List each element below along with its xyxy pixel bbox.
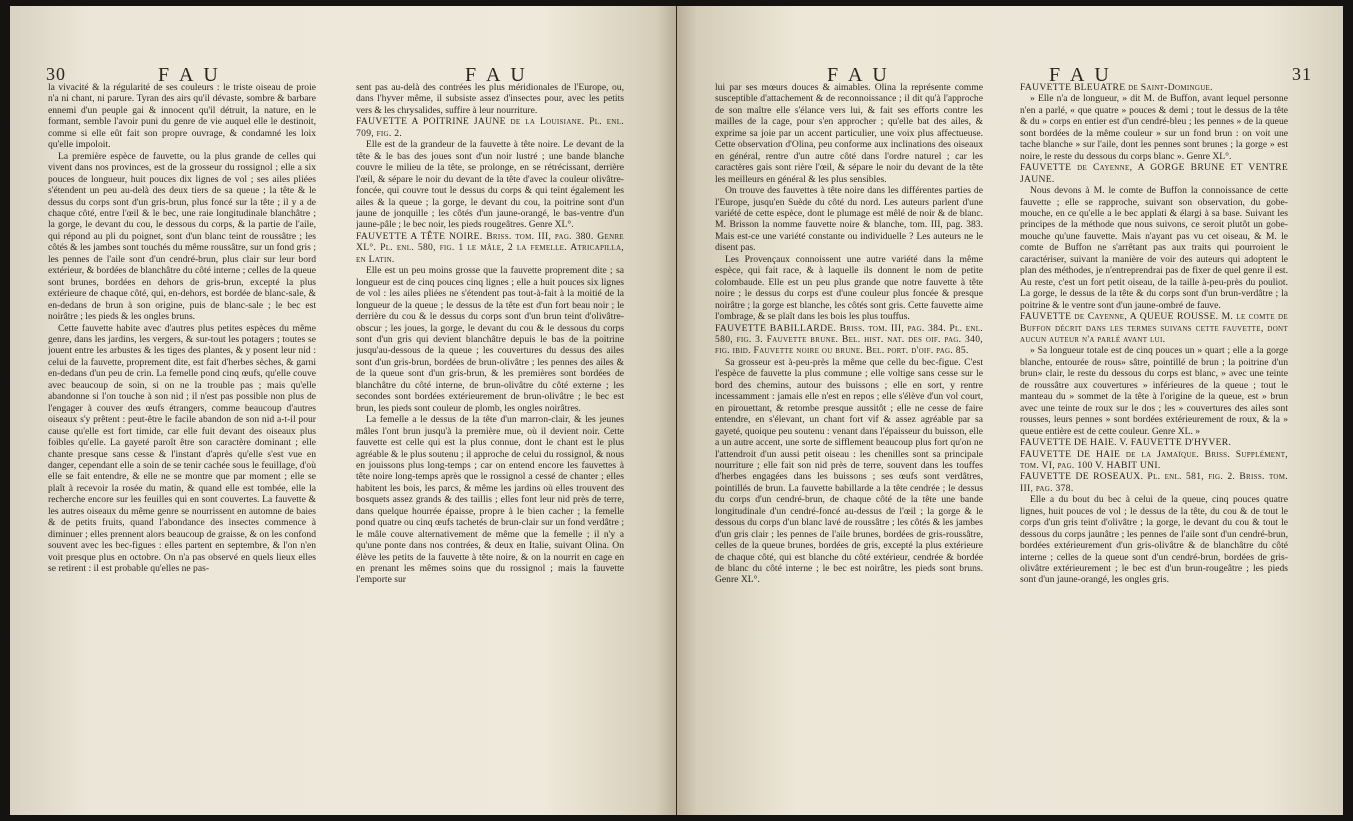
running-head: F A U <box>827 64 890 86</box>
paragraph: sent pas au-delà des contrées les plus méridionales de l'Europe, ou, dans l'hyver même, il subsiste assez d'insectes pour, avec les petits vers & les chrysalides, suffire à leur nourriture. <box>356 82 624 116</box>
paragraph: lui par ses mœurs douces & aimables. Olina la représente comme susceptible d'attachement & de reconnoissance ; il dit qu'à l'approche de son maître elle s'élance vers lui, & fait ses efforts contre les mailles de la cage, pour s'en approcher ; qu'elle bat des ailes, & exprime sa joie par un accent particulier, une voix plus affectueuse. Cette observation d'Olina, peu conforme aux inclinations des oiseaux en général, rentre d'un autre côté dans l'ordre naturel ; car les caractères gais sont rière l'œil, & sépare le noir du devant de la tête les meilleurs en général & les plus sensibles. <box>715 82 983 185</box>
page-number: 31 <box>1292 64 1312 84</box>
entry-heading: FAUVETTE de Cayenne, A GORGE BRUNE ET VENTRE JAUNE. <box>1020 162 1288 185</box>
entry-heading: FAUVETTE DE HAIE. V. FAUVETTE D'HYVER. <box>1020 437 1232 449</box>
text-column-2 <box>356 82 624 782</box>
paragraph: Les Provençaux connoissent une autre variété dans la même espèce, qui fait race, & à laquelle ils donnent le nom de petite colombaude. Elle est un peu plus grande que notre fauvette à tête noire ; le dessus du corps est d'une couleur plus foncée & presque noirâtre ; la gorge est blanche, les côtés sont gris. Cette fauvette aime l'ombrage, & se plaît dans les bois les plus touffus. <box>715 253 983 323</box>
entry-heading: FAUVETTE A TÊTE NOIRE. Briss. tom. III, pag. 380. Genre XL°. Pl. enl. 580, fig. 1 le mâle, 2 la femelle. Atricapilla, en Latin. <box>356 230 624 265</box>
paragraph: » Sa longueur totale est de cinq pouces un » quart ; elle a la gorge blanche, entourée de rous» sâtre, pointillé de brun ; la poitrine d'un brun» clair, le reste du dessous du corps est blanc, » avec une teinte de roussâtre aux couvertures » inférieures de la queue ; tout le manteau du » sommet de la tête à l'origine de la queue, est » brun avec une teinte de roux sur le dos ; les » couvertures des ailes sont rousses, leurs pennes » sont bordées extérieurement de roux, & la » queue entière est de cette couleur. Genre XL. » <box>1020 345 1288 437</box>
text-column-1 <box>48 82 316 782</box>
paragraph: On trouve des fauvettes à tête noire dans les différentes parties de l'Europe, jusqu'en Suède du côté du nord. Les auteurs parlent d'une variété de cette espèce, dont le plumage est mêlé de noir & de blanc. M. Brisson la nomme fauvette noire & blanche, tom. III, pag. 383. Mais est-ce une variété constante ou individuelle ? Les auteurs ne le disent pas. <box>715 185 983 254</box>
paragraph: Elle est de la grandeur de la fauvette à tête noire. Le devant de la tête & le bas des joues sont d'un noir lustré ; une bande blanche couvre le milieu de la tête, se prolonge, en se rétrécissant, derrière l'œil, & sépare le noir du devant de la tête d'avec la couleur olivâtre-foncée, qui couvre tout le dessus du corps & qui teint également les ailes & la queue ; la gorge, le devant du cou, la poitrine sont d'un jaune de jonquille ; les côtés d'un jaune-orangé, le bas-ventre d'un jaune-pâle ; le bec noir, les pieds rougeâtres. Genre XL°. <box>356 139 624 231</box>
paragraph: Nous devons à M. le comte de Buffon la connoissance de cette fauvette ; elle se rapproche, suivant son observation, du gobe-mouche, en ce qu'elle a le bec applati & élargi à sa base. Suivant les principes de la méthode que nous suivons, ce seroit plutôt un gobe-mouche qu'une fauvette. Mais n'ayant pas vu cet oiseau, & M. le comte de Buffon ne s'arrêtant pas aux traits qui pourroient le caractériser, suivant la manière de voir des auteurs qui adoptent le plan des méthodes, je n'entreprendrai pas de fixer de quel genre il est. Au reste, c'est un fort petit oiseau, de la taille à-peu-près du pouliot. La gorge, le dessus de la tête & du corps sont d'un brun-verdâtre ; la poitrine & le ventre sont d'un jaune-ombré de fauve. <box>1020 185 1288 311</box>
text-column-2 <box>1020 82 1288 782</box>
text-column-1 <box>715 82 983 782</box>
paragraph: Elle est un peu moins grosse que la fauvette proprement dite ; sa longueur est de cinq pouces cinq lignes ; elle a huit pouces six lignes de vol : les ailes pliées ne s'étendent pas tout-à-fait à la moitié de la longueur de la queue ; le dessus de la tête est d'un fort beau noir ; le derrière du cou & le dessus du corps sont d'un brun teint d'olivâtre-obscur ; les joues, la gorge, le devant du cou & le dessous du corps sont d'un gris qui devient blanchâtre depuis le bas de la poitrine jusqu'au-dessous de la queue ; les couvertures du dessus des ailes sont d'un gris-brun, bordées de brun-olivâtre ; les pennes des ailes & de la queue sont d'un gris-brun, & les premières sont bordées de blanchâtre du côté interne, de brun-olivâtre du côté externe ; les secondes sont bordées extérieurement de brun-olivâtre ; le bec est brun, les pieds sont couleur de plomb, les ongles noirâtres. <box>356 265 624 414</box>
running-head: F A U <box>158 64 221 86</box>
paragraph: » Elle n'a de longueur, » dit M. de Buffon, avant lequel personne n'en a parlé, « que quatre » pouces & demi ; tout le dessus de la tête & du » corps en entier est d'un cendré-bleu ; les pennes » de la queue sont bordées de la même couleur » sur un fond brun : on voit une tache blanche » sur l'aile, dont les pennes sont brunes ; la gorge » est noire, le reste du dessous du corps blanc ». Genre XL°. <box>1020 93 1288 162</box>
entry-heading: FAUVETTE BABILLARDE. Briss. tom. III, pag. 384. Pl. enl. 580, fig. 3. Fauvette brune. Bel. hist. nat. des oif. pag. 340, fig. ibid. Fauvette noire ou brune. Bel. port. d'oif. pag. 85. <box>715 322 983 357</box>
right-page <box>677 6 1343 815</box>
running-head: F A U <box>1049 64 1112 86</box>
paragraph: Elle a du bout du bec à celui de la queue, cinq pouces quatre lignes, huit pouces de vol ; le dessus de la tête, du cou & de tout le corps d'un gris teint d'olivâtre ; la gorge, le devant du cou & tout le dessous du corps jaunâtre ; les pennes de l'aile sont d'un cendré-brun, bordées extérieurement d'un gris-olivâtre & de blanchâtre du côté interne ; celles de la queue sont d'un cendré-brun, bordées de gris-olivâtre extérieurement ; le bec est d'un brun-rougeâtre ; les pieds sont d'un jaune-orangé, les ongles gris. <box>1020 494 1288 586</box>
entry-heading: FAUVETTE A POITRINE JAUNE de la Louisiane. Pl. enl. 709, fig. 2. <box>356 116 624 139</box>
paragraph: Sa grosseur est à-peu-près la même que celle du bec-figue. C'est l'espèce de fauvette la plus commune ; elle voltige sans cesse sur le bord des chemins, autour des buissons ; elle en sort, y rentre incessamment : jamais elle n'est en repos ; elle s'élève d'un vol court, en pirouettant, & retombe presque aussitôt ; elle ne cesse de faire entendre, en s'élevant, un chant fort vif & assez agréable par sa gayeté, quoique peu soutenu : venant dans l'épaisseur du buisson, elle a un autre accent, une sorte de sifflement beaucoup plus fort qu'on ne l'attendroit d'un aussi petit oiseau : les chenilles sont sa principale nourriture ; elle fait son nid près de terre, souvent dans les touffes d'herbes engagées dans les buissons ; ses œufs sont verdâtres, pointillés de brun. La fauvette babillarde a la tête cendrée ; le dessus du corps d'un cendré-brun, de chaque côté de la tête une bande longitudinale d'un cendré-foncé au-dessus de l'œil ; la gorge & le dessous du corps d'un blanc lavé de roussâtre ; les côtés & les jambes d'un gris clair ; les pennes de l'aile brunes, bordées de gris-roussâtre, celles de la queue brunes, bordées de gris, excepté la plus extérieure de chaque côté, qui est blanche du côté extérieur, cendrée & bordée de blanc du côté interne ; le bec est noirâtre, les pieds sont bruns. Genre XL°. <box>715 356 983 586</box>
entry-heading: FAUVETTE DE HAIE de la Jamaïque. Briss. Supplément, tom. VI, pag. 100 V. HABIT UNI. <box>1020 448 1288 471</box>
paragraph: la vivacité & la régularité de ses couleurs : le triste oiseau de proie n'a ni chant, ni parure. Tyran des airs qu'il dévaste, sombre & barbare ennemi d'un peuple gai & innocent qu'il détruit, la nature, en le formant, semble l'avoir puni du genre de vie auquel elle le destinoit, comme si elle eût fait son propre ouvrage, & condamné les loix qu'elle impoloit. <box>48 82 316 151</box>
page-number: 30 <box>46 64 66 84</box>
entry-heading: FAUVETTE de Cayenne, A QUEUE ROUSSE. M. le comte de Buffon décrit dans les termes suivans cette fauvette, dont aucun auteur n'a parlé avant lui. <box>1020 311 1288 345</box>
running-head: F A U <box>465 64 528 86</box>
entry-heading: FAUVETTE DE ROSEAUX. Pl. enl. 581, fig. 2. Briss. tom. III, pag. 378. <box>1020 471 1288 494</box>
book-spread <box>10 6 1343 815</box>
paragraph: La femelle a le dessus de la tête d'un marron-clair, & les jeunes mâles l'ont brun jusqu'à la première mue, où il devient noir. Cette fauvette est celle qui est la plus connue, dont le chant est le plus agréable & le plus soutenu ; il approche de celui du rossignol, & nous en jouissons plus long-temps ; car on entend encore les fauvettes à tête noire long-temps après que le rossignol a cessé de chanter ; elles habitent les bois, les parcs, & même les jardins où elles trouvent des bosquets assez grands & des taillis ; elles font leur nid près de terre, dans quelque hourrée épaisse, propre à le bien cacher ; la femelle pond quatre ou cinq œufs tachetés de brun-clair sur un fond verdâtre ; le mâle couve alternativement de même que la femelle ; il n'y a qu'une ponte dans nos contrées, & deux en Italie, suivant Olina. On élève les petits de la fauvette à tête noire, & on la nourrit en cage en en prenant les mêmes soins que du rossignol ; mais la fauvette l'emporte sur <box>356 414 624 586</box>
left-page <box>10 6 676 815</box>
paragraph: Cette fauvette habite avec d'autres plus petites espèces du même genre, dans les jardins, les vergers, & sur-tout les potagers ; toutes se jouent entre les arbustes & les tiges des plantes, & y posent leur nid : celui de la fauvette, proprement dite, est fait d'herbes sèches, & garni en-dedans d'un peu de crin. La femelle pond cinq œufs, qu'elle couve avec beaucoup de soin, si on ne la trouble pas ; mais qu'elle abandonne si l'on touche à son nid ; il n'est pas possible non plus de l'engager à couver des œufs étrangers, comme beaucoup d'autres oiseaux s'y prêtent : peut-être le facile abandon de son nid a-t-il pour cause qu'elle est fort timide, car elle fuit devant des oiseaux plus foibles qu'elle. La gayeté paroît être son caractère dominant ; elle chante presque sans cesse & l'instant d'après qu'elle s'est vue en danger, cependant elle a soin de se tenir cachée sous le feuillage, d'où elle se fait entendre, & elle ne se montre que par moment ; elle se plaît à recevoir la rosée du matin, & quand elle est tombée, elle la recherche encore sur les feuilles qui en sont couvertes. La fauvette & les autres oiseaux du même genre se nourrissent en automne de baies & de petits fruits, quand l'abondance des insectes commence à diminuer ; elles prennent alors beaucoup de graisse, & on les confond souvent avec les bec-figues : elles partent en septembre, & l'on n'en voit presque plus en octobre. On n'a pas observé en quels lieux elles se retirent : il est probable qu'elles ne pas- <box>48 322 316 575</box>
entry-heading: FAUVETTE BLEUATRE de Saint-Domingue. <box>1020 82 1213 93</box>
paragraph: La première espèce de fauvette, ou la plus grande de celles qui vivent dans nos provinces, est de la grosseur du rossignol ; elle a six pouces de longueur, huit pouces dix lignes de vol ; ses ailes pliées s'étendent un peu au-delà des deux tiers de sa queue ; la tête & le dessus du corps sont d'un gris-brun, plus foncé sur la tête ; il y a de chaque côté, entre l'œil & le bec, une raie longitudinale blanchâtre ; la gorge, le devant du cou, le dessous du corps, & la partie de l'aile, qui répond au pli du poignet, sont d'un blanc teint de roussâtre ; les côtés & les jambes sont touchés du même roussâtre, sur un fond gris ; les pennes de l'aile sont d'un cendré-brun, plus clair sur leur bord extérieur, & bordées de blanchâtre du côté interne ; celles de la queue sont brunes, bordées en dehors de gris-brun, excepté la plus extérieure de chaque côté, qui, en-dehors, est bordée de blanc-sale, & en-dedans de brun à son origine, puis de blanc-sale ; le bec est noirâtre ; les pieds & les ongles bruns. <box>48 150 316 323</box>
